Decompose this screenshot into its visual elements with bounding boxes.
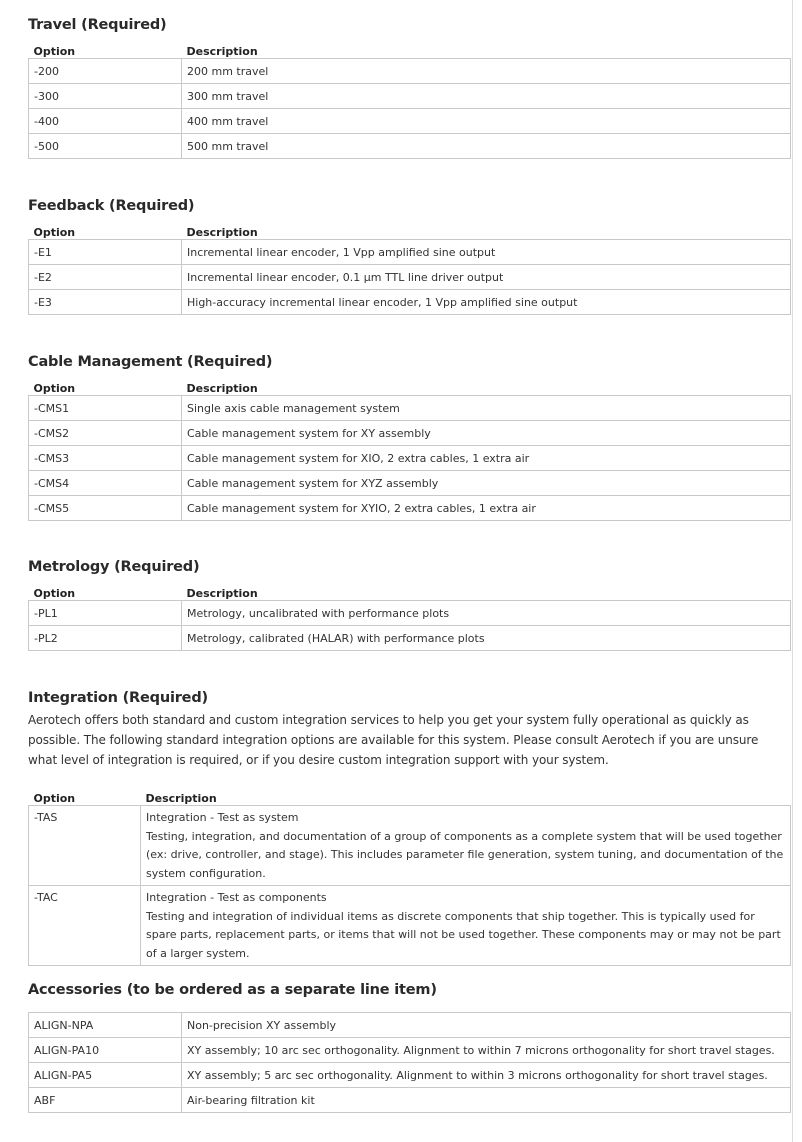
option-code: ABF — [29, 1088, 182, 1113]
table-header-row — [29, 783, 791, 806]
option-description — [141, 886, 791, 966]
accessories-section — [28, 979, 791, 1113]
option-name: Integration - Test as system — [146, 811, 299, 824]
option-description: Cable management system for XYZ assembly — [182, 471, 791, 496]
option-description: Cable management system for XIO, 2 extra cables, 1 extra air — [182, 446, 791, 471]
table-row — [29, 626, 791, 651]
feedback-section — [28, 195, 791, 315]
column-header-description: Description — [186, 587, 258, 600]
option-name: Integration - Test as components — [146, 891, 327, 904]
table-row — [29, 496, 791, 521]
column-header-description: Description — [186, 45, 258, 58]
column-header-option: Option — [33, 45, 76, 58]
option-description: Non-precision XY assembly — [182, 1013, 791, 1038]
option-code: -300 — [29, 84, 182, 109]
table-header-row — [29, 36, 791, 59]
table-row — [29, 109, 791, 134]
option-code: -CMS4 — [29, 471, 182, 496]
table-row — [29, 84, 791, 109]
option-code: -PL2 — [29, 626, 182, 651]
option-code: -CMS1 — [29, 396, 182, 421]
integration-intro-text: Aerotech offers both standard and custom integration services to help you get your system fully operational as quickly as possible. The following standard integration options are available for this system. Please consult Aerotech if you are unsure what level of integration is required, or if you desire custom integration support with your system. — [28, 713, 759, 767]
table-row — [29, 59, 791, 84]
table-row — [29, 1088, 791, 1113]
table-row — [29, 446, 791, 471]
option-code: -TAC — [29, 886, 141, 966]
option-description: 300 mm travel — [182, 84, 791, 109]
column-header-description: Description — [186, 226, 258, 239]
column-header-option: Option — [33, 226, 76, 239]
table-row — [29, 1038, 791, 1063]
integration-section — [28, 687, 791, 966]
table-row — [29, 421, 791, 446]
table-header-row — [29, 373, 791, 396]
option-code: -CMS3 — [29, 446, 182, 471]
option-detail: Testing and integration of individual items as discrete components that ship together. This is typically used for spare parts, replacement parts, or items that will not be used together. These components may or may not be part of a larger system. — [146, 909, 781, 960]
table-row — [29, 1063, 791, 1088]
table-row — [29, 396, 791, 421]
cable-management-section — [28, 351, 791, 521]
section-title-integration: Integration (Required) — [28, 690, 208, 706]
option-description: Cable management system for XY assembly — [182, 421, 791, 446]
option-code: ALIGN-NPA — [29, 1013, 182, 1038]
option-description: Incremental linear encoder, 0.1 µm TTL line driver output — [182, 265, 791, 290]
accessories-table — [28, 1012, 791, 1113]
option-description: XY assembly; 5 arc sec orthogonality. Alignment to within 3 microns orthogonality for short travel stages. — [182, 1063, 791, 1088]
option-description: Metrology, uncalibrated with performance plots — [182, 601, 791, 626]
option-description: 200 mm travel — [182, 59, 791, 84]
option-description: 500 mm travel — [182, 134, 791, 159]
option-code: -200 — [29, 59, 182, 84]
column-header-description: Description — [186, 382, 258, 395]
metrology-section — [28, 556, 791, 651]
section-title-accessories: Accessories (to be ordered as a separate line item) — [28, 982, 437, 998]
table-row — [29, 806, 791, 886]
option-description: Metrology, calibrated (HALAR) with performance plots — [182, 626, 791, 651]
section-title-metrology: Metrology (Required) — [28, 559, 200, 575]
column-header-option: Option — [33, 382, 76, 395]
table-header-row — [29, 217, 791, 240]
option-description: Single axis cable management system — [182, 396, 791, 421]
travel-section — [28, 14, 791, 159]
column-header-option: Option — [33, 792, 76, 805]
table-row — [29, 471, 791, 496]
option-code: -PL1 — [29, 601, 182, 626]
table-row — [29, 290, 791, 315]
table-row — [29, 601, 791, 626]
table-row — [29, 240, 791, 265]
feedback-table — [28, 217, 791, 315]
option-code: -E1 — [29, 240, 182, 265]
option-code: -E2 — [29, 265, 182, 290]
integration-table — [28, 783, 791, 966]
table-row — [29, 886, 791, 966]
column-header-option: Option — [33, 587, 76, 600]
option-code: -E3 — [29, 290, 182, 315]
option-code: -TAS — [29, 806, 141, 886]
option-description: Incremental linear encoder, 1 Vpp amplified sine output — [182, 240, 791, 265]
table-header-row — [29, 578, 791, 601]
option-code: ALIGN-PA10 — [29, 1038, 182, 1063]
option-code: ALIGN-PA5 — [29, 1063, 182, 1088]
option-code: -CMS2 — [29, 421, 182, 446]
table-row — [29, 134, 791, 159]
column-header-description: Description — [145, 792, 217, 805]
option-description: Cable management system for XYIO, 2 extra cables, 1 extra air — [182, 496, 791, 521]
option-detail: Testing, integration, and documentation of a group of components as a complete system that will be used together (ex: drive, controller, and stage). This includes parameter file generation, system tuning, and documentation of the system configuration. — [146, 829, 784, 880]
metrology-table — [28, 578, 791, 651]
option-description: High-accuracy incremental linear encoder, 1 Vpp amplified sine output — [182, 290, 791, 315]
right-border-line — [792, 0, 793, 1142]
table-row — [29, 265, 791, 290]
option-description: XY assembly; 10 arc sec orthogonality. Alignment to within 7 microns orthogonality for short travel stages. — [182, 1038, 791, 1063]
option-code: -400 — [29, 109, 182, 134]
section-title-feedback: Feedback (Required) — [28, 198, 195, 214]
travel-table — [28, 36, 791, 159]
section-title-travel: Travel (Required) — [28, 17, 167, 33]
cable-management-table — [28, 373, 791, 521]
option-code: -500 — [29, 134, 182, 159]
option-description — [141, 806, 791, 886]
option-code: -CMS5 — [29, 496, 182, 521]
option-description: Air-bearing filtration kit — [182, 1088, 791, 1113]
option-description: 400 mm travel — [182, 109, 791, 134]
table-row — [29, 1013, 791, 1038]
section-title-cable-management: Cable Management (Required) — [28, 354, 273, 370]
